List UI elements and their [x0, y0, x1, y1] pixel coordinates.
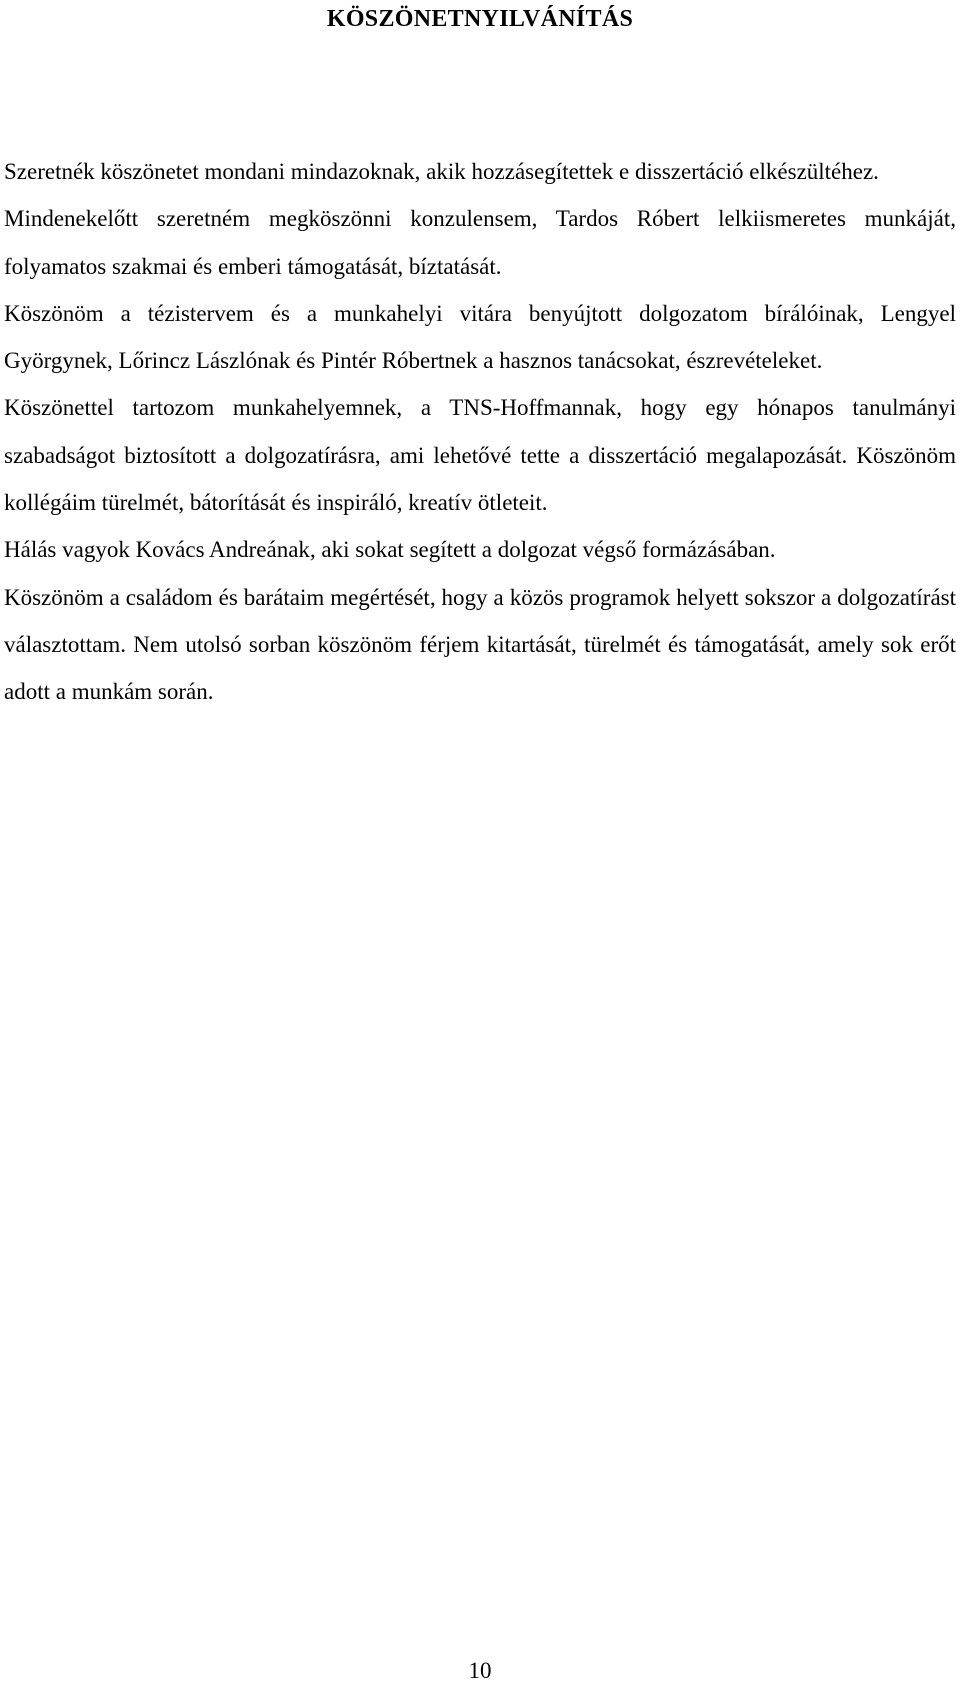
page-number: 10 — [468, 1658, 492, 1683]
paragraph-thanks-all: Szeretnék köszönetet mondani mindazoknak, akik hozzásegítettek e disszertáció elkészültéhez. — [4, 159, 879, 184]
paragraph-thanks-formatting: Hálás vagyok Kovács Andreának, aki sokat segített a dolgozat végső formázásában. — [4, 537, 776, 563]
paragraph-thanks-reviewers: Köszönöm a tézistervem és a munkahelyi vitára benyújtott dolgozatom bírálóinak, Lengyel Györgynek, Lőrincz Lászlónak és Pintér Róbertnek a hasznos tanácsokat, észrevételeket. — [4, 300, 956, 374]
page-title: KÖSZÖNETNYILVÁNÍTÁS — [326, 6, 634, 32]
paragraph-thanks-supervisor: Mindenekelőtt szeretném megköszönni konzulensem, Tardos Róbert lelkiismeretes munkáját, folyamatos szakmai és emberi támogatását, bíztatását. — [4, 206, 956, 279]
paragraph-thanks-workplace: Köszönettel tartozom munkahelyemnek, a TNS-Hoffmannak, hogy egy hónapos tanulmányi szabadságot biztosított a dolgozatírásra, ami lehetővé tette a disszertáció megalapozását. Köszönöm kollégáim türelmét, bátorítását és inspiráló, kreatív ötleteit. — [4, 395, 956, 516]
acknowledgements-body — [4, 148, 956, 716]
paragraph-thanks-family: Köszönöm a családom és barátaim megértését, hogy a közös programok helyett sokszor a dolgozatírást választottam. Nem utolsó sorban köszönöm férjem kitartását, türelmét és támogatását, amely sok erőt adott a munkám során. — [4, 584, 956, 705]
